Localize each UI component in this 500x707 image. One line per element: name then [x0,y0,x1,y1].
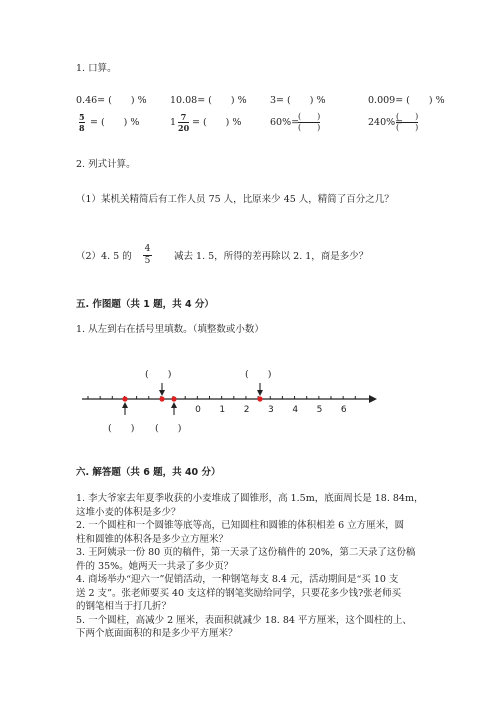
point-d [257,396,262,401]
q2-2-suffix: 减去 1. 5，所得的差再除以 2. 1，商是多少？ [174,251,369,262]
tick-labels [195,405,347,415]
oral-item-7-prefix: 60%= [270,117,300,128]
q1-title: 1. 口算。 [76,63,117,74]
question-line: 这堆小麦的体积是多少？ [76,506,181,518]
q2-1-text: （1）某机关精简后有工作人员 75 人，比原来少 45 人，精简了百分之几？ [76,194,394,205]
tick-label: 2 [243,405,250,415]
question-line: 4. 商场举办“迎六一”促销活动，一种钢笔每支 8.4 元，活动期间是“买 10 支 [76,574,399,585]
down-arrow-2-head [257,390,263,396]
q2-2-prefix: （2）4. 5 的 [76,251,132,262]
tick-label: 0 [195,405,201,415]
question-line: 3. 王阿姨录一份 80 页的稿件，第一天录了这份稿件的 20%，第二天录了这份稿 [76,547,416,558]
question-line: 5. 一个圆柱，高减少 2 厘米，表面积就减少 18. 84 平方厘米，这个圆柱的上、 [76,614,412,626]
q2-title: 2. 列式计算。 [76,159,136,170]
oral-item-1: 0.46= ( ) % [76,95,147,106]
blank-top-2: ( ) [245,369,272,380]
section-5-heading: 五. 作图题（共 1 题，共 4 分） [76,299,214,310]
question-line: 2. 一个圆柱和一个圆锥等底等高，已知圆柱和圆锥的体积相差 6 立方厘米，圆 [76,520,405,531]
up-arrow-2-head [171,402,177,408]
mixed-whole: 1 [170,117,177,128]
blank-fraction: ( ) ( ) [298,112,321,132]
down-arrow-1-head [159,390,165,396]
tick-label: 4 [292,405,299,415]
up-arrow-1-head [122,402,128,408]
number-line-arrowhead [369,395,377,403]
section-6-heading: 六. 解答题（共 6 题，共 40 分） [76,467,221,478]
point-c [171,396,176,401]
question-line: 下两个底面面积的和是多少平方厘米？ [76,628,238,639]
question-line: 的钢笔相当于打几折？ [76,601,172,612]
question-line: 件的 35%。她两天一共录了多少页？ [76,560,234,572]
blank-fraction: ( ) ( ) [396,112,419,132]
tick-label: 1 [219,405,226,415]
blank-bottom-1: ( ) [108,423,135,434]
section-6-questions [76,492,423,641]
tick-label: 6 [340,405,347,415]
section-5-q1: 1. 从左到右在括号里填数。（填整数或小数） [76,324,264,335]
blank-bottom-2: ( ) [155,423,182,434]
blank-top-1: ( ) [145,369,172,380]
point-b [159,396,164,401]
oral-item-8-prefix: 240%= [368,117,404,128]
point-a [122,396,127,401]
oral-item-3: 3= ( ) % [270,95,326,106]
fraction-5-8: 5 8 [79,112,85,133]
question-line: 1. 李大爷家去年夏季收获的小麦堆成了圆锥形，高 1.5m，底面周长是 18. 84m， [76,493,424,504]
oral-item-6: = ( ) % [192,117,242,128]
fraction-7-20: 7 20 [178,112,190,133]
question-line: 柱和圆锥的体积各是多少立方厘米？ [76,533,229,545]
fraction-4-5: 4 5 [144,244,151,266]
tick-label: 3 [268,405,274,415]
question-line: 送 2 支”。张老师要买 40 支这样的钢笔奖励给同学，只要花多少钱?张老师买 [76,587,402,599]
oral-item-2: 10.08= ( ) % [170,95,247,106]
oral-item-4: 0.009= ( ) % [368,95,445,106]
tick-label: 5 [316,405,323,415]
oral-item-5: = ( ) % [90,117,140,128]
